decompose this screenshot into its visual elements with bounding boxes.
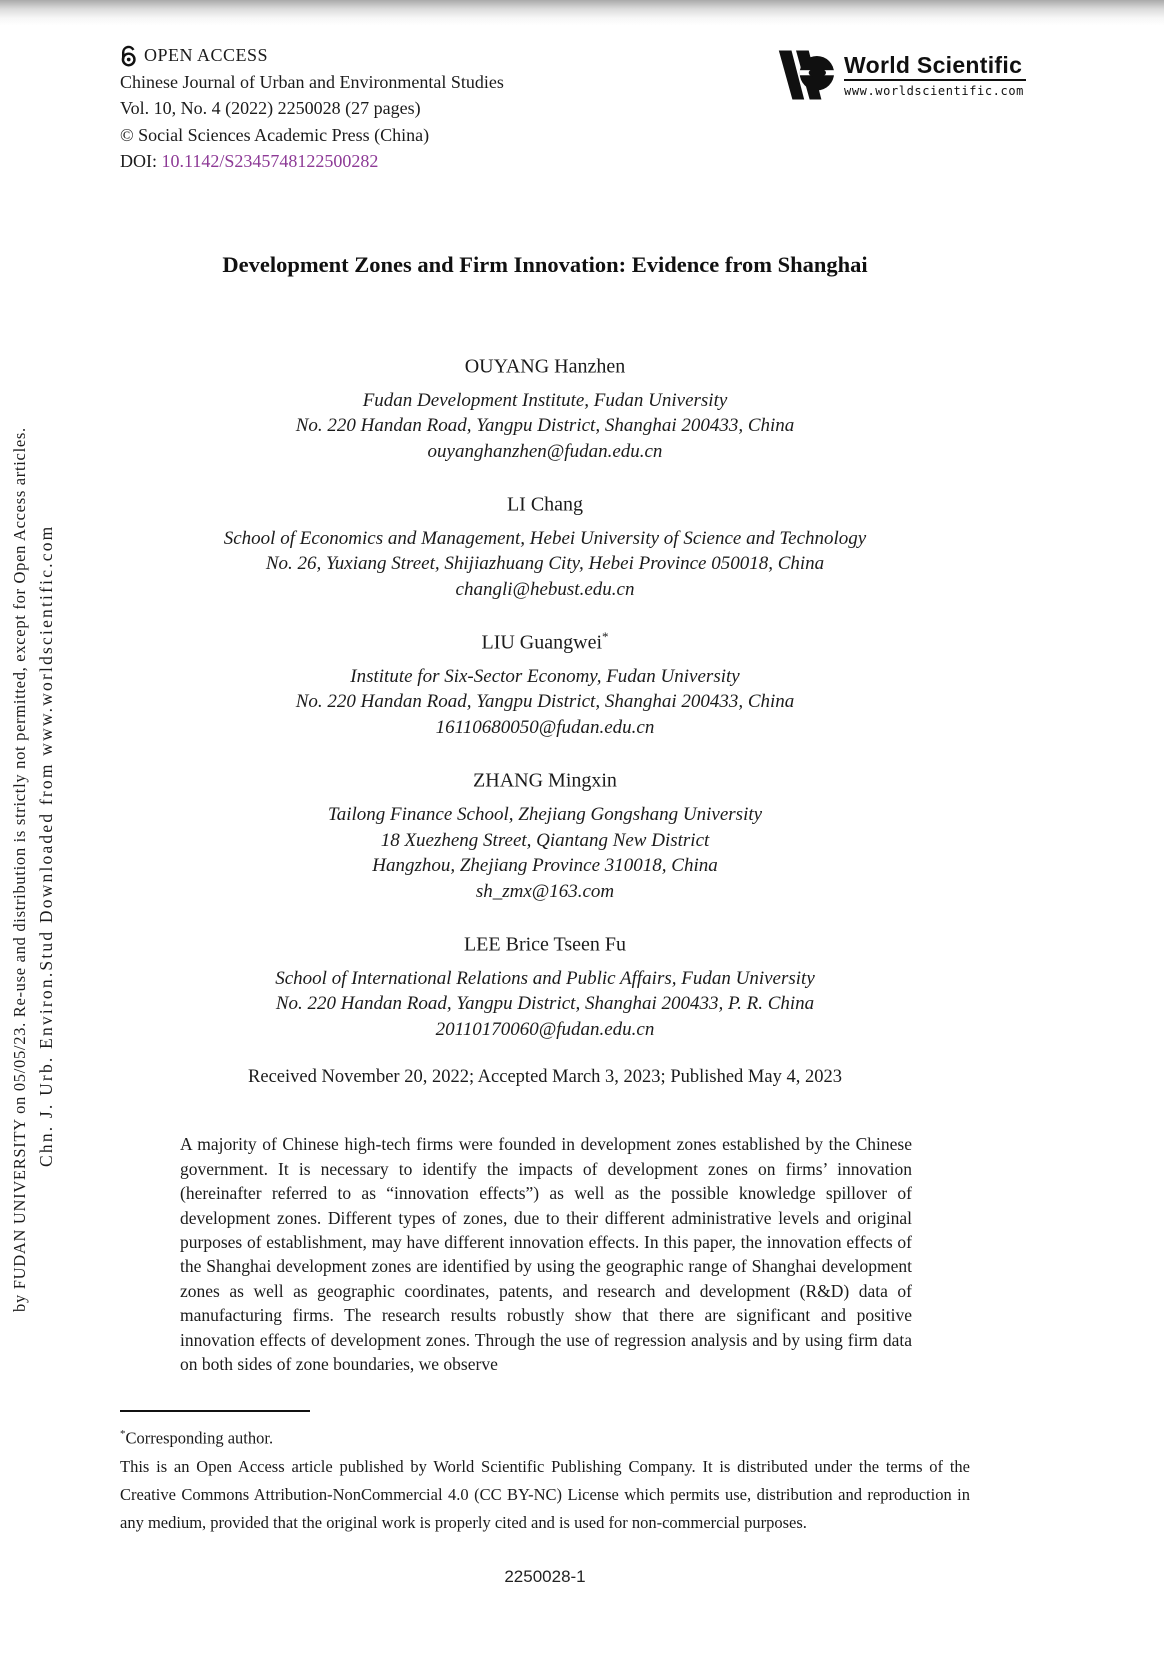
author-name (120, 348, 970, 380)
author-name-text: LI Chang (506, 493, 584, 516)
corresponding-author-marker: * (602, 629, 609, 645)
footnote-rule (120, 1410, 310, 1412)
open-access-license-note: This is an Open Access article published by World Scientific Publishing Company. It is distributed under the terms of the Creative Commons Attribution-NonCommercial 4.0 (CC BY-NC) License which permits use, distribution and reproduction in any medium, provided that the original work is properly cited and is used for non-commercial purposes. (120, 1456, 970, 1532)
journal-name: Chinese Journal of Urban and Environmental Studies (120, 71, 504, 92)
author-name-text: OUYANG Hanzhen (464, 355, 626, 378)
affiliation-line: No. 220 Handan Road, Yangpu District, Shanghai 200433, China (295, 415, 795, 437)
author-block (120, 486, 970, 602)
author-name (120, 486, 970, 518)
author-email: 20110170060@fudan.edu.cn (435, 1018, 655, 1040)
affiliation-line: Tailong Finance School, Zhejiang Gongshang University (327, 804, 763, 826)
author-email: changli@hebust.edu.cn (455, 578, 635, 600)
author-list (120, 348, 970, 1042)
doi-label: DOI: (120, 151, 157, 171)
doi-link[interactable]: 10.1142/S2345748122500282 (161, 151, 379, 171)
page-number: 2250028-1 (504, 1566, 586, 1586)
author-block (120, 624, 970, 740)
author-block (120, 926, 970, 1042)
publisher-name: World Scientific (844, 51, 1023, 78)
author-block (120, 348, 970, 464)
author-name-text: LIU Guangwei (481, 631, 603, 654)
author-name (120, 762, 970, 794)
abstract-text: A majority of Chinese high-tech firms were founded in development zones established by the Chinese government. It is necessary to identify the impacts of development zones on firms’ innovation (hereinafter referred to as “innovation effects”) as well as the possible knowledge spillover of development zones. Different types of zones, due to their different administrative levels and original purposes of establishment, may have different innovation effects. In this paper, the innovation effects of the Shanghai development zones are identified by using the geographic range of Shanghai development zones as well as geographic coordinates, patents, and research and development (R&D) data of manufacturing firms. The research results robustly show that there are significant and positive innovation effects of development zones. Through the use of regression analysis and by using firm data on both sides of zone boundaries, we observe (180, 1134, 912, 1374)
affiliation-line: No. 26, Yuxiang Street, Shijiazhuang City, Hebei Province 050018, China (265, 553, 825, 575)
sidebar-download-notice: Chn. J. Urb. Environ.Stud Downloaded from www.worldscientific.com (36, 524, 56, 1167)
corresponding-author-note (120, 1420, 970, 1453)
affiliation-line: No. 220 Handan Road, Yangpu District, Shanghai 200433, P. R. China (275, 993, 815, 1015)
author-name-text: ZHANG Mingxin (473, 770, 617, 793)
corresponding-author-text: Corresponding author. (125, 1428, 274, 1448)
author-block (120, 762, 970, 904)
affiliation-line: 18 Xuezheng Street, Qiantang New District (380, 829, 710, 851)
issue-info: Vol. 10, No. 4 (2022) 2250028 (27 pages) (120, 98, 421, 118)
open-access-label: OPEN ACCESS (144, 45, 269, 65)
affiliation-line: Hangzhou, Zhejiang Province 310018, China (372, 855, 718, 877)
affiliation-line: School of Economics and Management, Hebei University of Science and Technology (223, 527, 867, 549)
footnote-marker: * (120, 1428, 126, 1441)
affiliation-line: No. 220 Handan Road, Yangpu District, Shanghai 200433, China (295, 691, 795, 713)
author-name (120, 624, 970, 656)
publisher-website: www.worldscientific.com (844, 83, 1024, 98)
affiliation-line: Fudan Development Institute, Fudan University (362, 389, 728, 411)
author-email: ouyanghanzhen@fudan.edu.cn (427, 440, 663, 462)
copyright-line: © Social Sciences Academic Press (China) (120, 124, 430, 145)
affiliation-line: School of International Relations and Public Affairs, Fudan University (275, 967, 815, 989)
author-name (120, 926, 970, 958)
author-email: sh_zmx@163.com (475, 880, 615, 902)
footnote-block (120, 1420, 970, 1537)
history-dates-line: Received November 20, 2022; Accepted March 3, 2023; Published May 4, 2023 (248, 1067, 842, 1088)
affiliation-line: Institute for Six-Sector Economy, Fudan University (350, 665, 740, 687)
sidebar-license-notice: by FUDAN UNIVERSITY on 05/05/23. Re-use and distribution is strictly not permitted, except for Open Access articles. (10, 427, 29, 1312)
article-title: Development Zones and Firm Innovation: Evidence from Shanghai (222, 252, 868, 277)
author-name-text: LEE Brice Tseen Fu (463, 933, 627, 956)
author-email: 16110680050@fudan.edu.cn (435, 716, 655, 738)
